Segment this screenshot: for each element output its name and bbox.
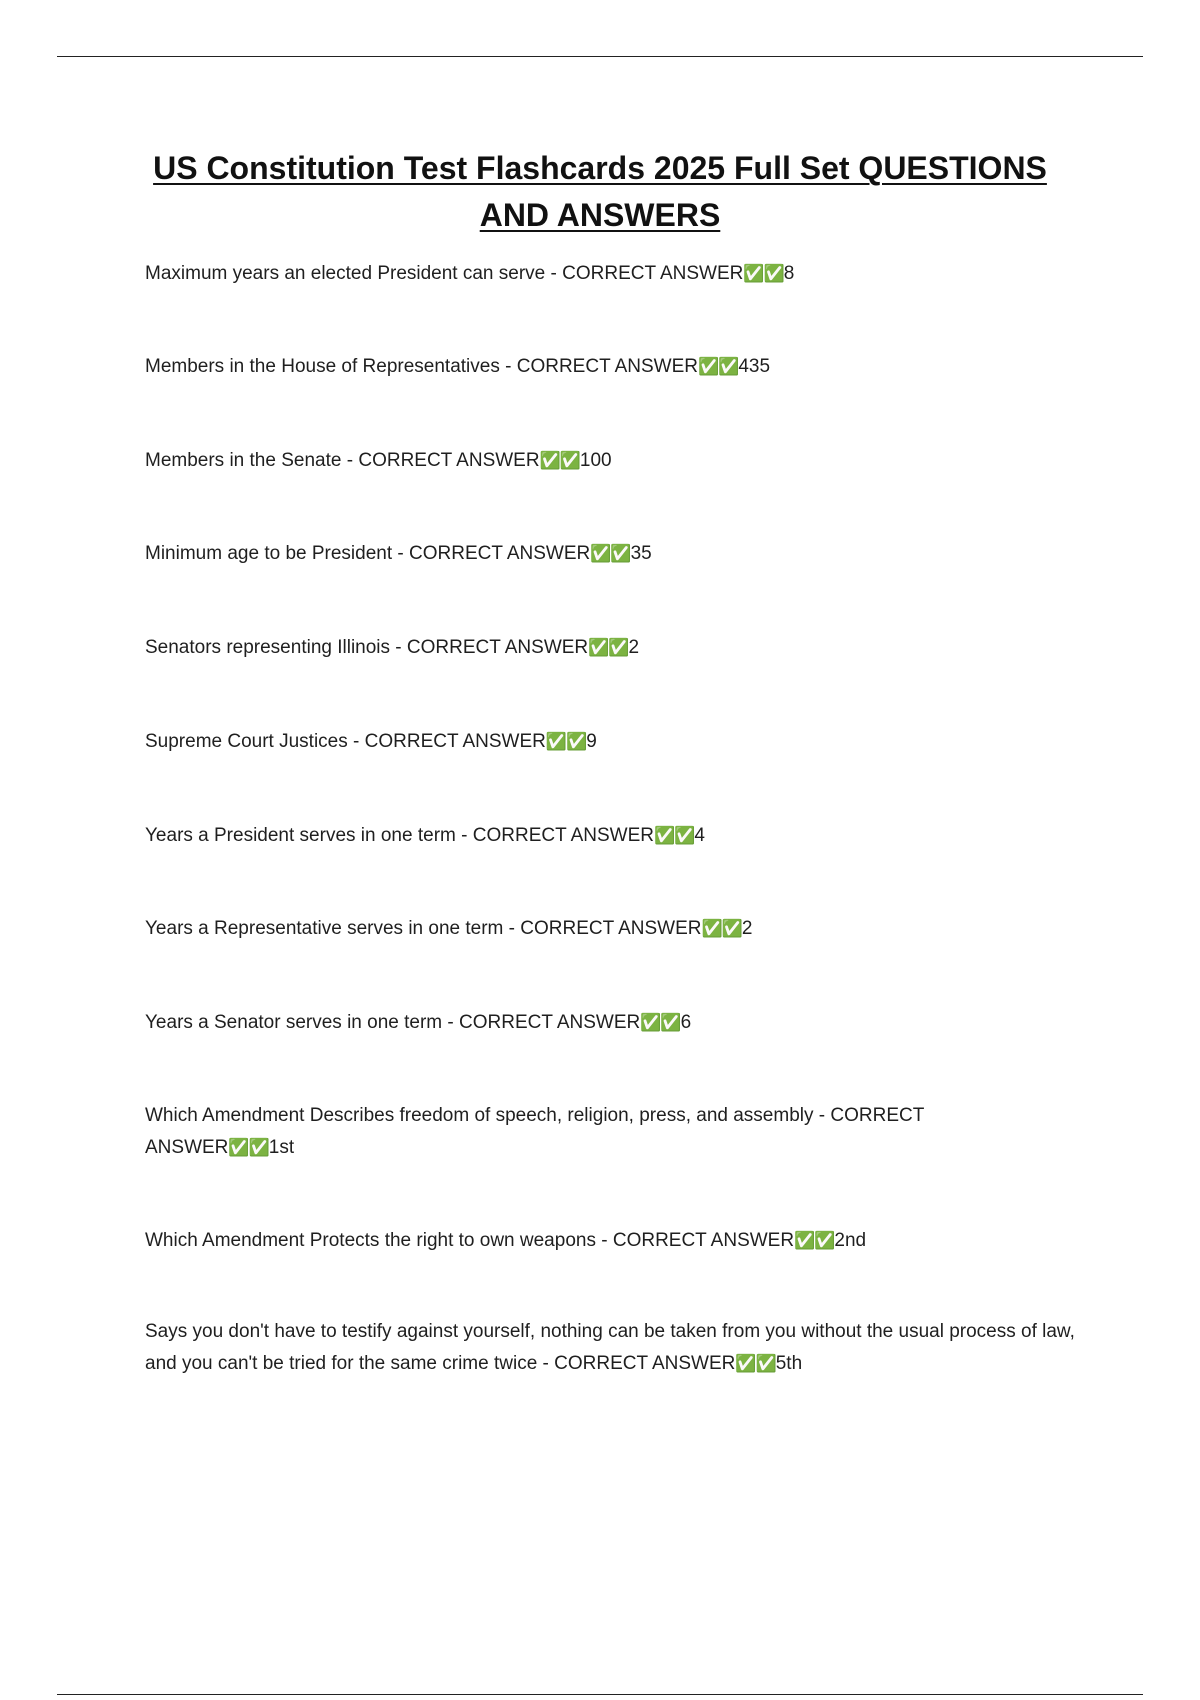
answer-label: CORRECT ANSWER bbox=[562, 263, 744, 284]
question-text: Supreme Court Justices bbox=[145, 731, 348, 752]
answer-label: CORRECT ANSWER bbox=[554, 1353, 736, 1374]
question-text: Minimum age to be President bbox=[145, 543, 393, 564]
qa-item bbox=[145, 258, 1090, 290]
double-check-icon: ✅✅ bbox=[228, 1138, 269, 1158]
answer-text: 2 bbox=[628, 637, 640, 658]
double-check-icon: ✅✅ bbox=[545, 732, 587, 752]
answer-text: 2 bbox=[741, 918, 753, 939]
question-text: Senators representing Illinois bbox=[145, 637, 391, 658]
qa-item bbox=[145, 445, 1090, 477]
answer-text: 5th bbox=[775, 1353, 803, 1374]
answer-text: 6 bbox=[680, 1012, 692, 1033]
answer-label: CORRECT ANSWER bbox=[459, 1012, 641, 1033]
qa-item bbox=[145, 538, 1090, 570]
qa-item bbox=[145, 1007, 1090, 1039]
question-text: Which Amendment Describes freedom of speech, religion, press, and assembly bbox=[145, 1105, 814, 1126]
question-text: Which Amendment Protects the right to own weapons bbox=[145, 1230, 596, 1251]
document-title: US Constitution Test Flashcards 2025 Full Set QUESTIONS AND ANSWERS bbox=[153, 150, 1047, 233]
answer-text: 35 bbox=[630, 543, 652, 564]
answer-label: CORRECT ANSWER bbox=[358, 450, 540, 471]
answer-label: CORRECT ANSWER bbox=[409, 543, 591, 564]
question-text: Maximum years an elected President can serve bbox=[145, 263, 546, 284]
separator: - bbox=[390, 637, 407, 658]
double-check-icon: ✅✅ bbox=[697, 357, 739, 377]
double-check-icon: ✅✅ bbox=[653, 826, 695, 846]
qa-item bbox=[145, 351, 1090, 383]
answer-text: 1st bbox=[268, 1137, 295, 1158]
separator: - bbox=[537, 1353, 555, 1374]
double-check-icon: ✅✅ bbox=[640, 1013, 681, 1033]
answer-text: 9 bbox=[586, 731, 597, 752]
separator: - bbox=[341, 450, 359, 471]
separator: - bbox=[442, 1012, 460, 1033]
answer-label: CORRECT ANSWER bbox=[406, 637, 589, 658]
question-text: Members in the Senate bbox=[145, 450, 342, 471]
separator: - bbox=[813, 1105, 831, 1126]
separator: - bbox=[392, 543, 410, 564]
answer-label: CORRECT ANSWER bbox=[612, 1230, 795, 1251]
qa-item bbox=[145, 1100, 985, 1164]
answer-label: CORRECT ANSWER bbox=[520, 918, 702, 939]
answer-label: CORRECT ANSWER bbox=[145, 1105, 924, 1158]
qa-item bbox=[145, 913, 1090, 945]
separator: - bbox=[347, 731, 365, 752]
question-text: Years a President serves in one term bbox=[145, 825, 456, 846]
question-text: Says you don't have to testify against yourself, nothing can be taken from you without the usual process of law, and you can't be tried for the same crime twice bbox=[145, 1321, 1075, 1374]
answer-text: 2nd bbox=[834, 1230, 867, 1251]
separator: - bbox=[503, 918, 521, 939]
separator: - bbox=[499, 356, 517, 377]
double-check-icon: ✅✅ bbox=[539, 451, 580, 471]
double-check-icon: ✅✅ bbox=[794, 1231, 835, 1251]
double-check-icon: ✅✅ bbox=[588, 638, 629, 658]
question-text: Years a Representative serves in one term bbox=[145, 918, 504, 939]
top-divider bbox=[57, 56, 1143, 57]
qa-item bbox=[145, 726, 1090, 758]
answer-label: CORRECT ANSWER bbox=[364, 731, 546, 752]
question-text: Years a Senator serves in one term bbox=[145, 1012, 443, 1033]
qa-item bbox=[145, 1316, 1090, 1380]
separator: - bbox=[595, 1230, 613, 1251]
answer-label: CORRECT ANSWER bbox=[516, 356, 698, 377]
answer-text: 100 bbox=[579, 450, 612, 471]
double-check-icon: ✅✅ bbox=[701, 919, 742, 939]
answer-label: CORRECT ANSWER bbox=[472, 825, 654, 846]
separator: - bbox=[545, 263, 563, 284]
separator: - bbox=[455, 825, 473, 846]
qa-item bbox=[145, 632, 1090, 664]
answer-text: 4 bbox=[694, 825, 705, 846]
bottom-divider bbox=[57, 1694, 1143, 1695]
qa-item bbox=[145, 1225, 1090, 1257]
question-text: Members in the House of Representatives bbox=[145, 356, 500, 377]
answer-text: 435 bbox=[738, 356, 771, 377]
double-check-icon: ✅✅ bbox=[590, 544, 631, 564]
double-check-icon: ✅✅ bbox=[743, 264, 784, 284]
qa-item bbox=[145, 820, 1090, 852]
double-check-icon: ✅✅ bbox=[735, 1354, 776, 1374]
answer-text: 8 bbox=[783, 263, 795, 284]
